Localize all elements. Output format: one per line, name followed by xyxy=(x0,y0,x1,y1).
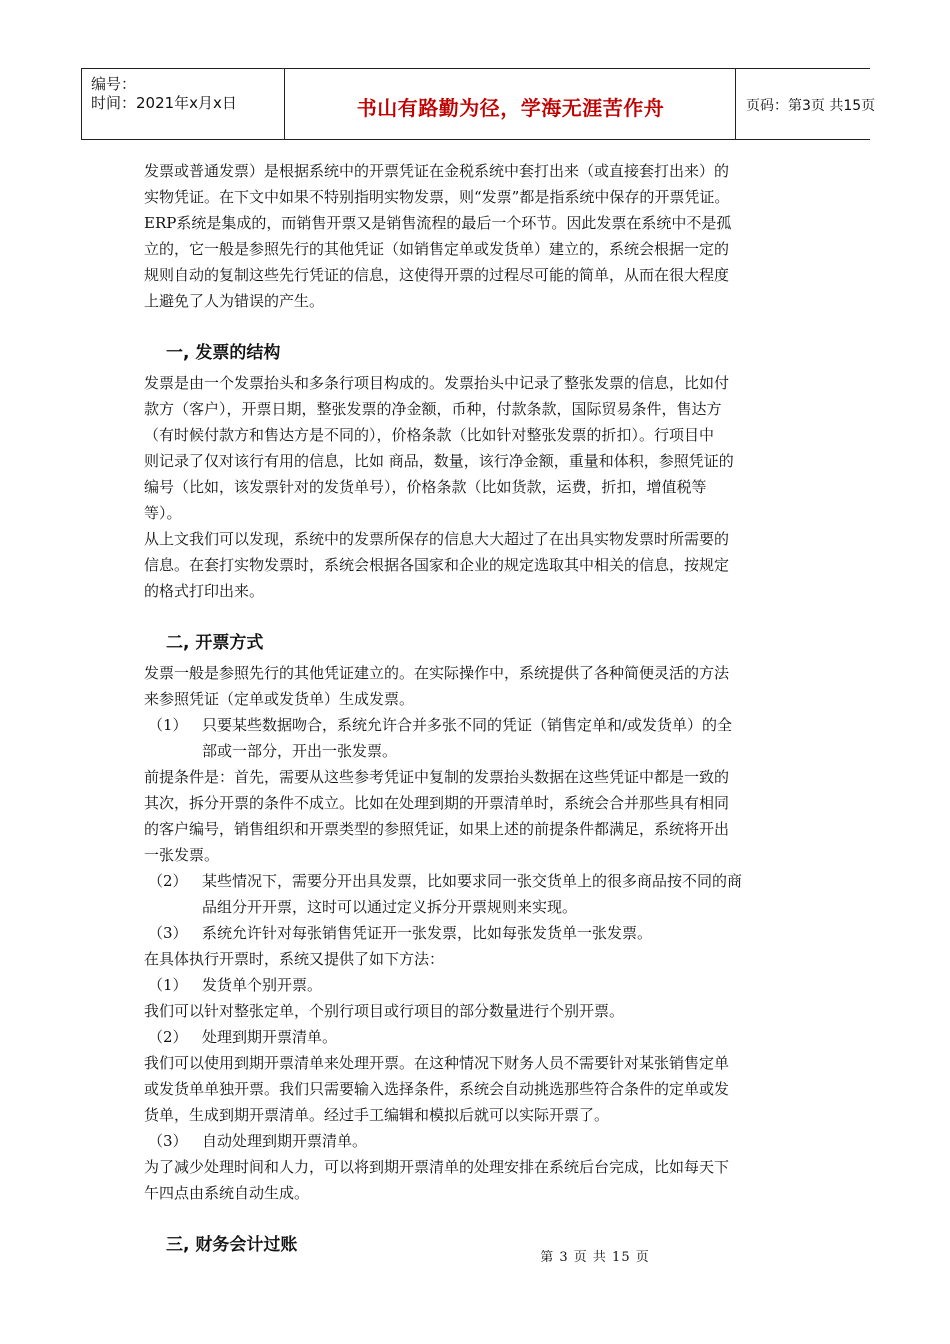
list-item xyxy=(144,920,812,946)
section1-body xyxy=(144,370,812,604)
header-page-label: 页码：第3页 共15页 xyxy=(746,98,876,114)
section2-body xyxy=(144,660,812,1206)
header-info-cell xyxy=(81,69,285,139)
text-line: 发票或普通发票）是根据系统中的开票凭证在金税系统中套打出来（或直接套打出来）的 xyxy=(144,162,730,180)
list-item xyxy=(144,1128,812,1154)
text-line: 则记录了仅对该行有用的信息，比如 商品，数量，该行净金额，重量和体积，参照凭证的 xyxy=(144,452,734,470)
text-line: 实物凭证。在下文中如果不特别指明实物发票，则“发票”都是指系统中保存的开票凭证。 xyxy=(144,188,730,206)
text-line: 一张发票。 xyxy=(144,846,220,864)
text-line: 其次，拆分开票的条件不成立。比如在处理到期的开票清单时，系统会合并那些具有相同 xyxy=(144,794,730,812)
list-item xyxy=(144,868,812,920)
text-line: 发货单个别开票。 xyxy=(202,976,323,994)
text-line: 自动处理到期开票清单。 xyxy=(202,1132,368,1150)
text-line: ERP系统是集成的，而销售开票又是销售流程的最后一个环节。因此发票在系统中不是孤 xyxy=(144,214,732,232)
text-line: 的客户编号，销售组织和开票类型的参照凭证，如果上述的前提条件都满足，系统将开出 xyxy=(144,820,730,838)
text-line: 信息。在套打实物发票时，系统会根据各国家和企业的规定选取其中相关的信息，按规定 xyxy=(144,556,730,574)
section-heading-invoicing-methods: 二, 开票方式 xyxy=(166,633,264,653)
text-line: 来参照凭证（定单或发货单）生成发票。 xyxy=(144,690,415,708)
list-number: （1） xyxy=(148,976,188,994)
list-item xyxy=(144,1024,812,1050)
intro-paragraph xyxy=(144,158,812,314)
text-line: 品组分开开票，这时可以通过定义拆分开票规则来实现。 xyxy=(202,898,578,916)
list-item xyxy=(144,712,812,764)
list-number: （3） xyxy=(148,1132,188,1150)
text-line: 只要某些数据吻合，系统允许合并多张不同的凭证（销售定单和/或发货单）的全 xyxy=(202,716,733,734)
doc-time-label: 时间：2021年x月x日 xyxy=(91,94,237,112)
text-line: 处理到期开票清单。 xyxy=(202,1028,338,1046)
text-line: 规则自动的复制这些先行凭证的信息，这使得开票的过程尽可能的简单，从而在很大程度 xyxy=(144,266,730,284)
text-line: 为了减少处理时间和人力，可以将到期开票清单的处理安排在系统后台完成，比如每天下 xyxy=(144,1158,730,1176)
header-motto-cell xyxy=(284,69,736,139)
text-line: 某些情况下，需要分开出具发票，比如要求同一张交货单上的很多商品按不同的商 xyxy=(202,872,743,890)
text-line: 从上文我们可以发现，系统中的发票所保存的信息大大超过了在出具实物发票时所需要的 xyxy=(144,530,730,548)
list-number: （2） xyxy=(148,1028,188,1046)
list-number: （1） xyxy=(148,716,188,734)
section-heading-invoice-structure: 一, 发票的结构 xyxy=(166,343,281,363)
text-line: 或发货单单独开票。我们只需要输入选择条件，系统会自动挑选那些符合条件的定单或发 xyxy=(144,1080,730,1098)
document-body xyxy=(144,158,812,1262)
text-line: 的格式打印出来。 xyxy=(144,582,265,600)
header-page-cell xyxy=(735,69,876,139)
list-item xyxy=(144,972,812,998)
text-line: 前提条件是：首先，需要从这些参考凭证中复制的发票抬头数据在这些凭证中都是一致的 xyxy=(144,768,730,786)
text-line: 编号（比如，该发票针对的发货单号），价格条款（比如货款，运费，折扣，增值税等 xyxy=(144,478,707,496)
page-header xyxy=(81,68,876,140)
text-line: 在具体执行开票时，系统又提供了如下方法： xyxy=(144,950,445,968)
text-line: 款方（客户），开票日期，整张发票的净金额，币种，付款条款，国际贸易条件，售达方 xyxy=(144,400,722,418)
text-line: 我们可以使用到期开票清单来处理开票。在这种情况下财务人员不需要针对某张销售定单 xyxy=(144,1054,730,1072)
text-line: 货单，生成到期开票清单。经过手工编辑和模拟后就可以实际开票了。 xyxy=(144,1106,610,1124)
text-line: 立的，它一般是参照先行的其他凭证（如销售定单或发货单）建立的，系统会根据一定的 xyxy=(144,240,730,258)
doc-code-label: 编号： xyxy=(91,75,137,93)
text-line: 发票是由一个发票抬头和多条行项目构成的。发票抬头中记录了整张发票的信息，比如付 xyxy=(144,374,730,392)
text-line: 发票一般是参照先行的其他凭证建立的。在实际操作中，系统提供了各种简便灵活的方法 xyxy=(144,664,730,682)
text-line: （有时候付款方和售达方是不同的），价格条款（比如针对整张发票的折扣）。行项目中 xyxy=(144,426,715,444)
list-number: （3） xyxy=(148,924,188,942)
page-footer: 第 3 页 共 15 页 xyxy=(540,1250,650,1265)
text-line: 部或一部分，开出一张发票。 xyxy=(202,742,398,760)
header-motto: 书山有路勤为径，学海无涯苦作舟 xyxy=(356,96,665,120)
text-line: 我们可以针对整张定单，个别行项目或行项目的部分数量进行个别开票。 xyxy=(144,1002,625,1020)
section-heading-financial-posting: 三, 财务会计过账 xyxy=(166,1235,298,1255)
list-number: （2） xyxy=(148,872,188,890)
text-line: 上避免了人为错误的产生。 xyxy=(144,292,325,310)
text-line: 午四点由系统自动生成。 xyxy=(144,1184,310,1202)
text-line: 等）。 xyxy=(144,504,182,522)
text-line: 系统允许针对每张销售凭证开一张发票，比如每张发货单一张发票。 xyxy=(202,924,653,942)
